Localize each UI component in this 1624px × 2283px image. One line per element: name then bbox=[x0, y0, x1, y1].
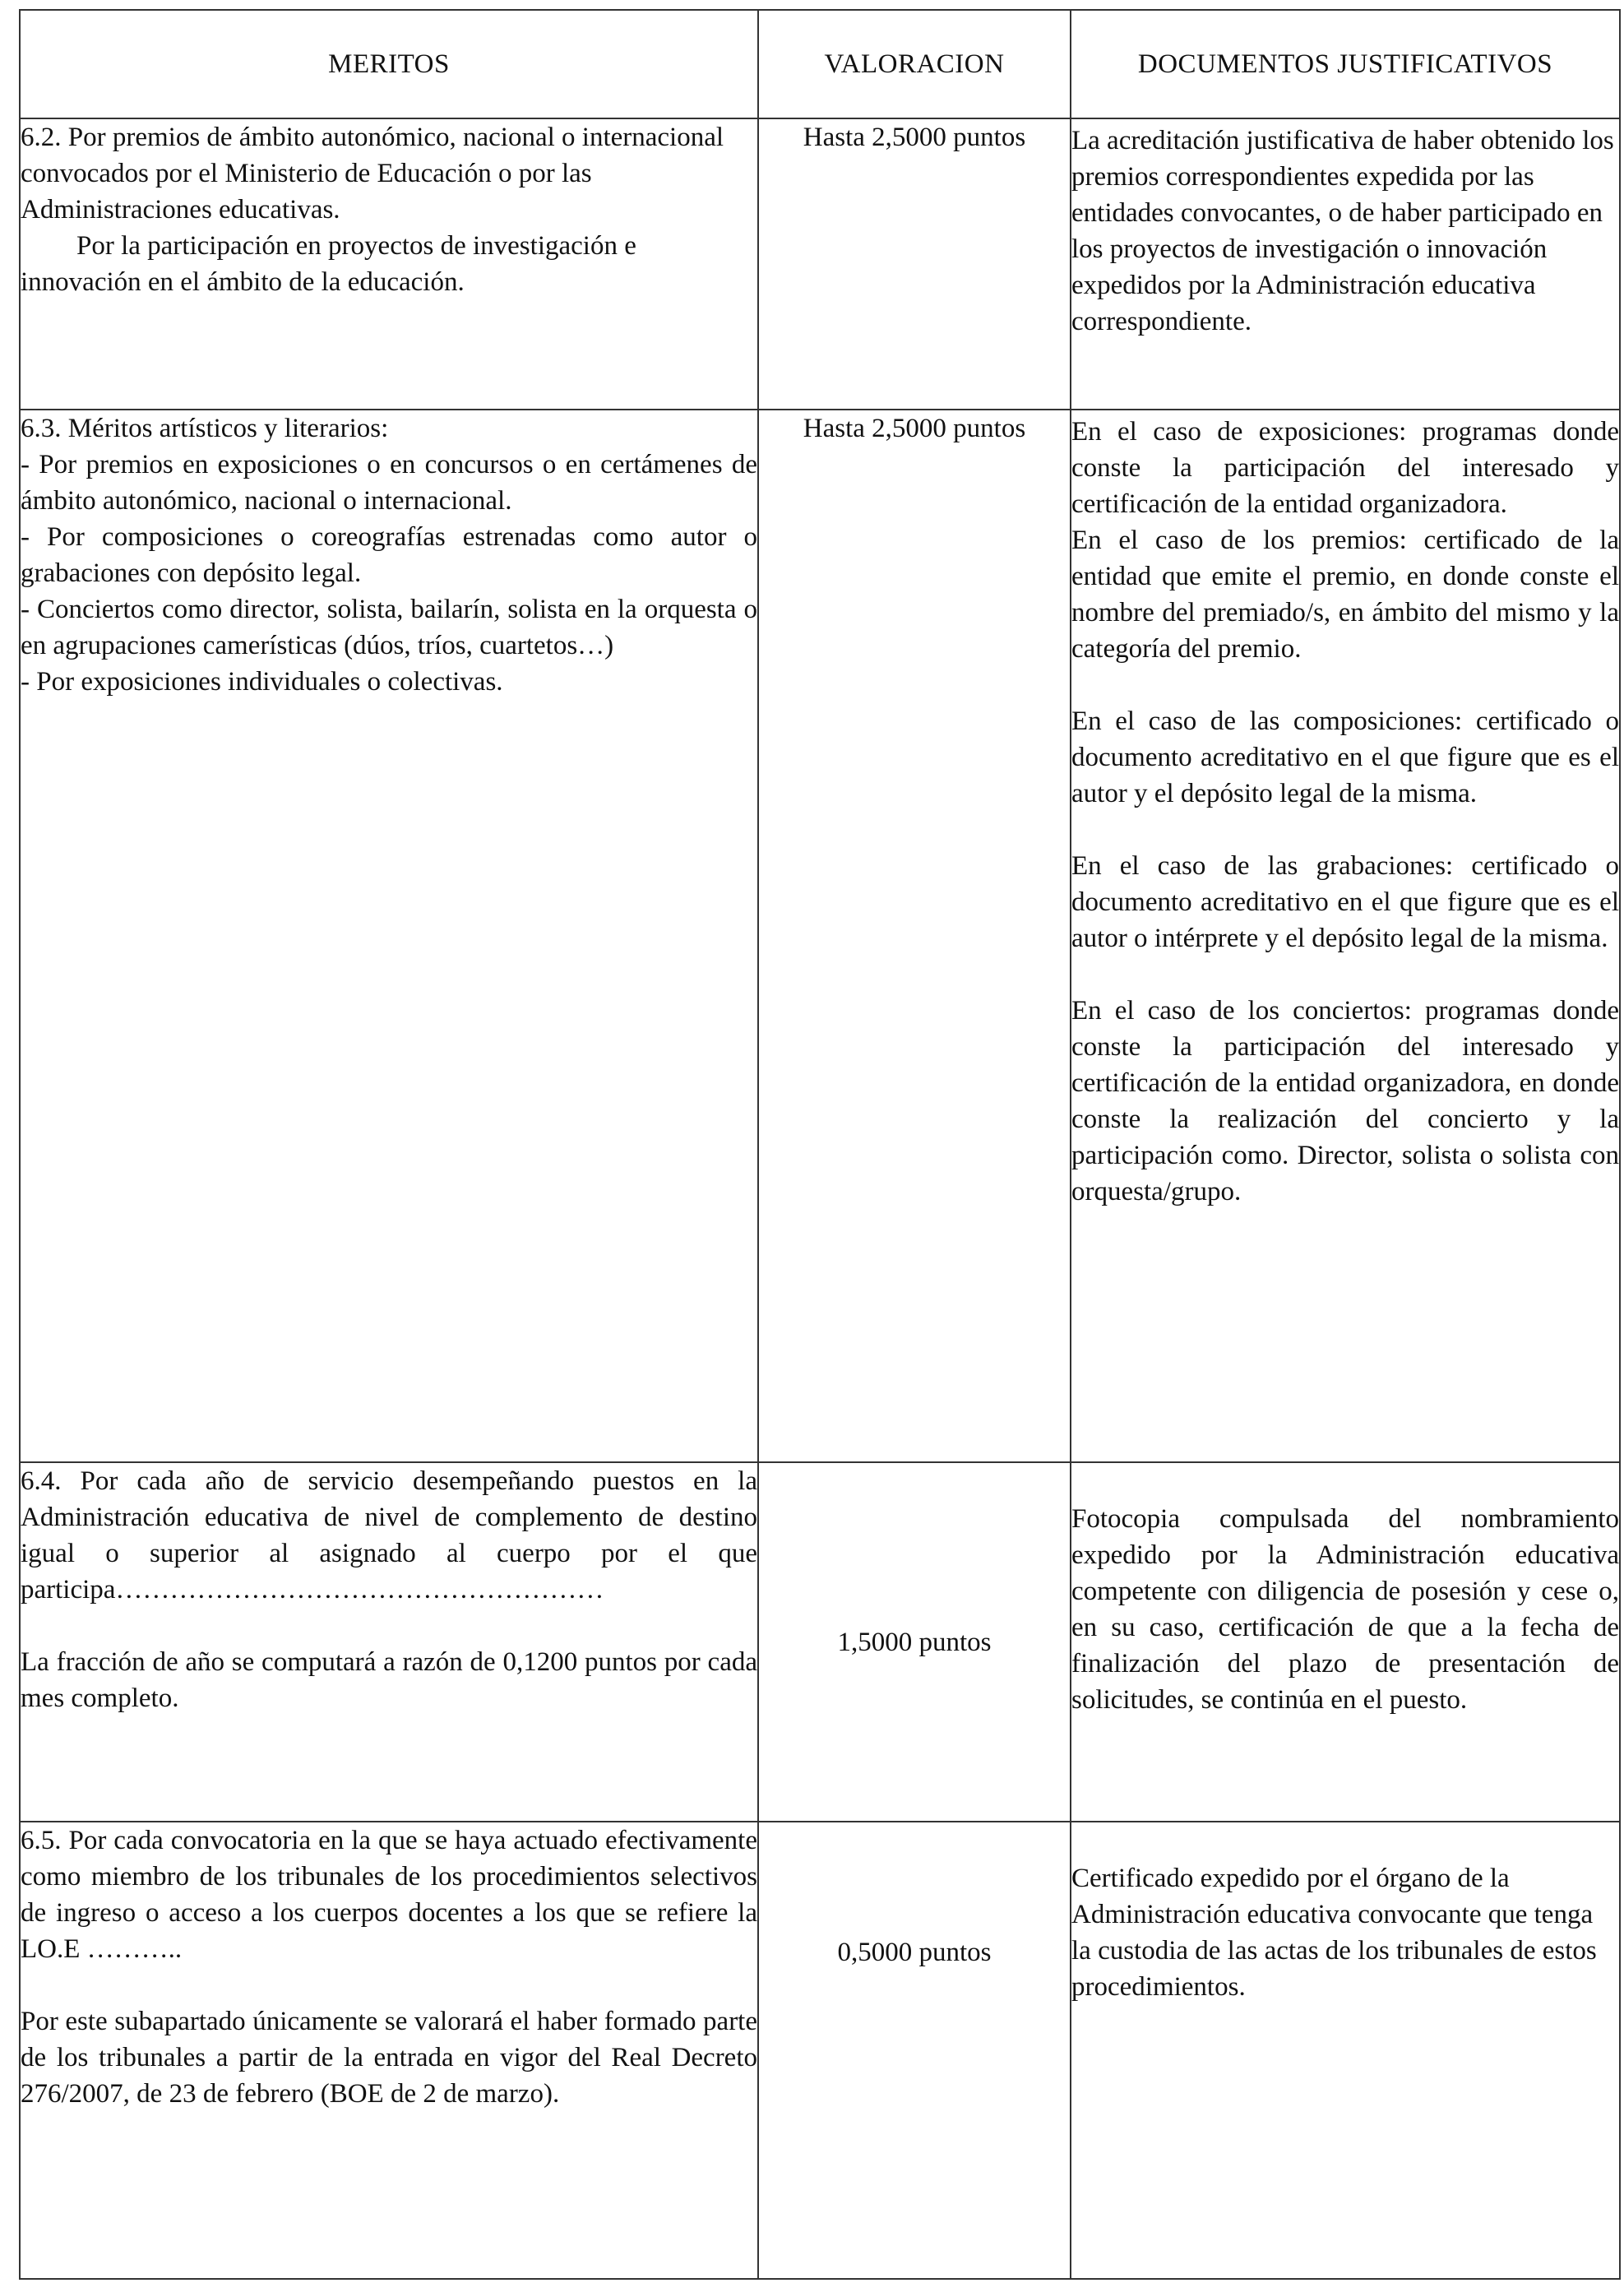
valoracion-cell bbox=[758, 410, 1071, 1462]
documentos-cell bbox=[1071, 1822, 1620, 2279]
table-row-6-3 bbox=[20, 410, 1620, 1462]
doc-text: En el caso de los premios: certificado de la entidad que emite el premio, en donde conste el nombre del premiado/s, en ámbito del mismo y la categoría del premio. bbox=[1071, 526, 1619, 664]
documentos-cell bbox=[1071, 1462, 1620, 1822]
merit-text: - Por exposiciones individuales o colectivas. bbox=[21, 667, 503, 697]
merit-text: 6.3. Méritos artísticos y literarios: bbox=[21, 414, 389, 443]
header-documentos: DOCUMENTOS JUSTIFICATIVOS bbox=[1071, 10, 1620, 118]
documentos-cell bbox=[1071, 118, 1620, 410]
table-row-6-5 bbox=[20, 1822, 1620, 2279]
doc-text: En el caso de exposiciones: programas donde conste la participación del interesado y certificación de la entidad organizadora. bbox=[1071, 417, 1619, 519]
header-row bbox=[20, 10, 1620, 118]
valoracion-cell bbox=[758, 1822, 1071, 2279]
documentos-cell bbox=[1071, 410, 1620, 1462]
merit-text: La fracción de año se computará a razón de 0,1200 puntos por cada mes completo. bbox=[21, 1647, 757, 1713]
table-row-6-4 bbox=[20, 1462, 1620, 1822]
merit-text: - Por composiciones o coreografías estrenadas como autor o grabaciones con depósito legal. bbox=[21, 522, 757, 588]
doc-text: Fotocopia compulsada del nombramiento expedido por la Administración educativa competente con diligencia de posesión y cese o, en su caso, certificación de que a la fecha de finalización del plazo de presentación de solicitudes, se continúa en el puesto. bbox=[1071, 1504, 1619, 1715]
valoracion-value: Hasta 2,5000 puntos bbox=[803, 123, 1026, 152]
valoracion-value: 1,5000 puntos bbox=[837, 1627, 992, 1657]
merit-cell bbox=[20, 118, 758, 410]
table-row-6-2 bbox=[20, 118, 1620, 410]
merit-text: - Por premios en exposiciones o en concursos o en certámenes de ámbito autonómico, nacional o internacional. bbox=[21, 450, 757, 516]
doc-text: En el caso de las composiciones: certificado o documento acreditativo en el que figure que es el autor y el depósito legal de la misma. bbox=[1071, 706, 1619, 808]
doc-text: La acreditación justificativa de haber obtenido los premios correspondientes expedida por las entidades convocantes, o de haber participado en los proyectos de investigación o innovación expedidos por la Administración educativa correspondiente. bbox=[1071, 126, 1614, 336]
valoracion-value: Hasta 2,5000 puntos bbox=[803, 414, 1026, 443]
merit-text: Por este subapartado únicamente se valorará el haber formado parte de los tribunales a partir de la entrada en vigor del Real Decreto 276/2007, de 23 de febrero (BOE de 2 de marzo). bbox=[21, 2007, 757, 2109]
valoracion-cell bbox=[758, 1462, 1071, 1822]
merits-table bbox=[19, 9, 1621, 2280]
merit-text: 6.5. Por cada convocatoria en la que se haya actuado efectivamente como miembro de los tribunales de los procedimientos selectivos de ingreso o acceso a los cuerpos docentes a los que se refiere la LO.E ……….. bbox=[21, 1826, 757, 1964]
merit-text: - Conciertos como director, solista, bailarín, solista en la orquesta o en agrupaciones camerísticas (dúos, tríos, cuartetos…) bbox=[21, 595, 757, 660]
merit-text: Por la participación en proyectos de investigación e innovación en el ámbito de la educación. bbox=[21, 231, 636, 297]
doc-text: En el caso de los conciertos: programas donde conste la participación del interesado y certificación de la entidad organizadora, en donde conste la realización del concierto y la participación como. Director, solista o solista con orquesta/grupo. bbox=[1071, 996, 1619, 1206]
doc-text: En el caso de las grabaciones: certificado o documento acreditativo en el que figure que es el autor o intérprete y el depósito legal de la misma. bbox=[1071, 851, 1619, 953]
merit-cell bbox=[20, 1822, 758, 2279]
valoracion-value: 0,5000 puntos bbox=[837, 1938, 992, 1967]
merit-text: 6.4. Por cada año de servicio desempeñando puestos en la Administración educativa de nivel de complemento de destino igual o superior al asignado al cuerpo por el que participa……………………………………………… bbox=[21, 1466, 757, 1605]
valoracion-cell bbox=[758, 118, 1071, 410]
merit-cell bbox=[20, 410, 758, 1462]
merit-text: 6.2. Por premios de ámbito autonómico, nacional o internacional convocados por el Ministerio de Educación o por las Administraciones educativas. bbox=[21, 123, 724, 225]
doc-text: Certificado expedido por el órgano de la Administración educativa convocante que tenga la custodia de las actas de los tribunales de estos procedimientos. bbox=[1071, 1864, 1597, 2002]
merit-cell bbox=[20, 1462, 758, 1822]
header-valoracion: VALORACION bbox=[758, 10, 1071, 118]
header-meritos: MERITOS bbox=[20, 10, 758, 118]
